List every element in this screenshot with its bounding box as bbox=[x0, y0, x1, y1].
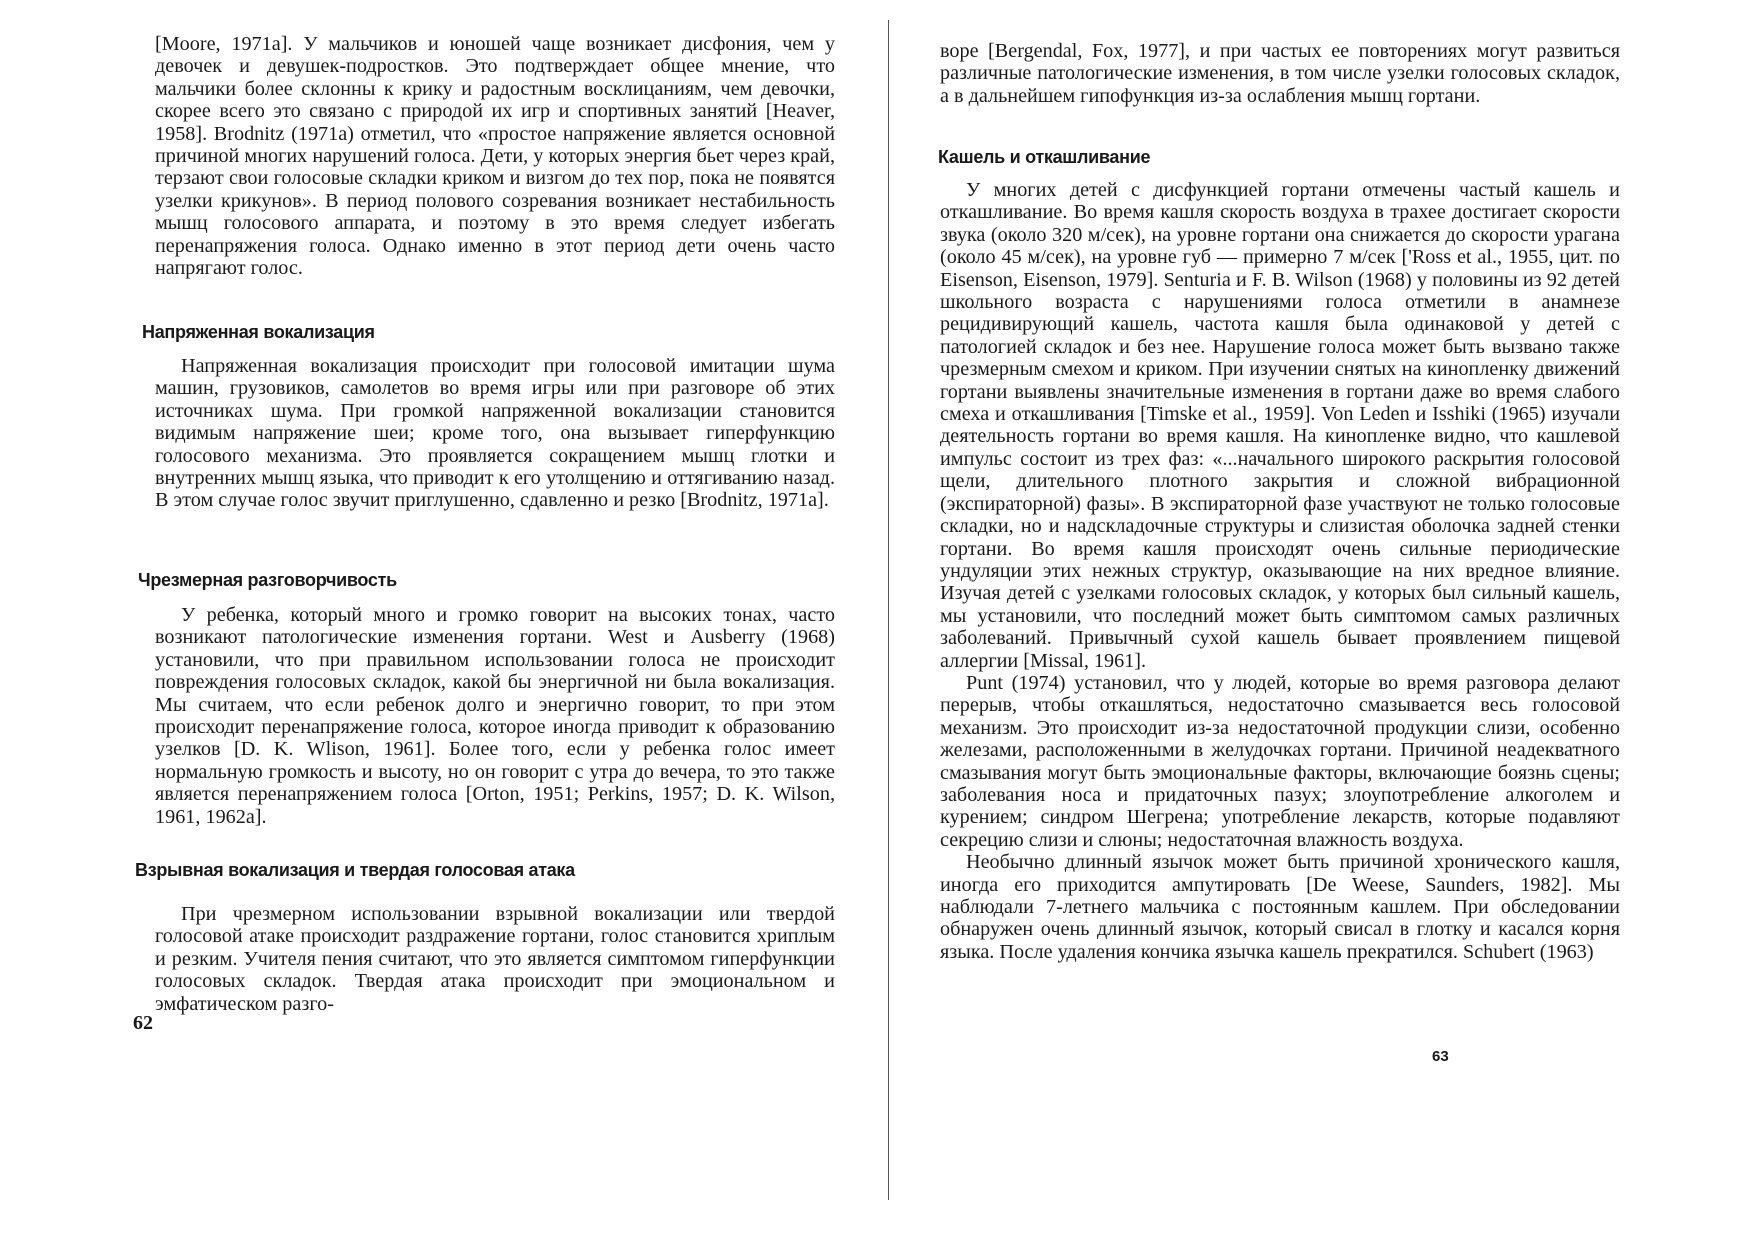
book-spine-divider bbox=[888, 20, 889, 1200]
section-heading: Взрывная вокализация и твердая голосовая атака bbox=[135, 860, 575, 880]
page-number: 63 bbox=[1432, 1048, 1449, 1065]
left-block-strained-vocalization bbox=[155, 355, 835, 512]
left-block-explosive-vocalization bbox=[155, 903, 835, 1015]
paragraph: При чрезмерном использовании взрывной вокализации или твердой голосовой атаке происходит раздражение гортани, голос становится хриплым и резким. Учителя пения считают, что это является симптомом гиперфункции голосовых складок. Твердая атака происходит при эмоциональном и эмфатическом разго- bbox=[155, 903, 835, 1015]
paragraph: [Moore, 1971a]. У мальчиков и юношей чаще возникает дисфония, чем у девочек и девушек-подростков. Это подтверждает общее мнение, что мальчики более склонны к крику и радостным восклицаниям, чем девочки, скорее всего это связано с природой их игр и спортивных занятий [Heaver, 1958]. Brodnitz (1971a) отметил, что «простое напряжение является основной причиной многих нарушений голоса. Дети, у которых энергия бьет через край, терзают свои голосовые складки криком и визгом до тех пор, пока не появятся узелки крикунов». В период полового созревания возникает нестабильность мышц голосового аппарата, и поэтому в это время следует избегать перенапряжения голоса. Однако именно в этот период дети очень часто напрягают голос. bbox=[155, 33, 835, 280]
section-heading: Напряженная вокализация bbox=[142, 322, 375, 342]
right-block-continuation bbox=[940, 40, 1620, 107]
paragraph: Необычно длинный язычок может быть причиной хронического кашля, иногда его приходится ампутировать [De Weese, Saunders, 1982]. Мы наблюдали 7-летнего мальчика с постоянным кашлем. При обследовании обнаружен очень длинный язычок, который свисал в глотку и касался корня языка. После удаления кончика язычка кашель прекратился. Schubert (1963) bbox=[940, 851, 1620, 963]
section-heading: Кашель и откашливание bbox=[938, 147, 1151, 167]
paragraph: У многих детей с дисфункцией гортани отмечены частый кашель и откашливание. Во время кашля скорость воздуха в трахее достигает скорости звука (около 320 м/сек), на уровне гортани она снижается до скорости урагана (около 45 м/сек), на уровне губ — примерно 7 м/сек ['Ross et al., 1955, цит. по Eisenson, Eisenson, 1979]. Senturia и F. B. Wilson (1968) у половины из 92 детей школьного возраста с нарушениями голоса отметили в анамнезе рецидивирующий кашель, частота кашля была одинаковой у детей с патологией складок и без нее. Нарушение голоса может быть вызвано также чрезмерным смехом и криком. При изучении снятых на кинопленку движений гортани выявлены значительные изменения в гортани даже во время слабого смеха и откашливания [Timske et al., 1959]. Von Leden и Isshiki (1965) изучали деятельность гортани во время кашля. На кинопленке видно, что кашлевой импульс состоит из трех фаз: «...начального широкого раскрытия голосовой щели, длительного плотного закрытия и сложной вибрационной (экспираторной) фазы». В экспираторной фазе участвуют не только голосовые складки, но и надскладочные структуры и слизистая оболочка задней стенки гортани. Во время кашля происходят очень сильные периодические ундуляции этих нежных структур, оказывающие на них вредное влияние. Изучая детей с узелками голосовых складок, у которых был сильный кашель, мы установили, что последний может быть симптомом самых различных заболеваний. Привычный сухой кашель бывает проявлением пищевой аллергии [Missal, 1961]. bbox=[940, 179, 1620, 672]
paragraph: воре [Bergendal, Fox, 1977], и при частых ее повторениях могут развиться различные патологические изменения, в том числе узелки голосовых складок, а в дальнейшем гипофункция из-за ослабления мышц гортани. bbox=[940, 40, 1620, 107]
paragraph: Punt (1974) установил, что у людей, которые во время разговора делают перерыв, чтобы откашляться, недостаточно смазывается весь голосовой механизм. Это происходит из-за недостаточной продукции слизи, особенно железами, расположенными в желудочках гортани. Причиной неадекватного смазывания могут быть эмоциональные факторы, включающие боязнь сцены; заболевания носа и придаточных пазух; злоупотребление алкоголем и курением; синдром Шегрена; употребление лекарств, которые подавляют секрецию слизи и слюны; недостаточная влажность воздуха. bbox=[940, 671, 1620, 851]
left-page bbox=[133, 0, 835, 1241]
paragraph: Напряженная вокализация происходит при голосовой имитации шума машин, грузовиков, самолетов во время игры или при разговоре об этих источниках шума. При громкой напряженной вокализации становится видимым напряжение шеи; кроме того, она вызывает гиперфункцию голосового механизма. Это проявляется сокращением мышц глотки и внутренних мышц языка, что приводит к его утолщению и оттягиванию назад. В этом случае голос звучит приглушенно, сдавленно и резко [Brodnitz, 1971a]. bbox=[155, 355, 835, 512]
paragraph: У ребенка, который много и громко говорит на высоких тонах, часто возникают патологические изменения гортани. West и Ausberry (1968) установили, что при правильном использовании голоса не происходит повреждения голосовых складок, какой бы энергичной ни была вокализация. Мы считаем, что если ребенок долго и энергично говорит, то при этом происходит перенапряжение голоса, которое иногда приводит к образованию узелков [D. K. Wlison, 1961]. Более того, если у ребенка голос имеет нормальную громкость и высоту, но он говорит с утра до вечера, то это также является перенапряжением голоса [Orton, 1951; Perkins, 1957; D. K. Wilson, 1961, 1962a]. bbox=[155, 604, 835, 828]
right-page bbox=[940, 0, 1620, 1241]
section-heading: Чрезмерная разговорчивость bbox=[138, 570, 397, 590]
right-block-cough bbox=[940, 179, 1620, 963]
left-block-talkativeness bbox=[155, 604, 835, 828]
page-number: 62 bbox=[133, 1012, 153, 1034]
left-block-intro bbox=[155, 33, 835, 279]
